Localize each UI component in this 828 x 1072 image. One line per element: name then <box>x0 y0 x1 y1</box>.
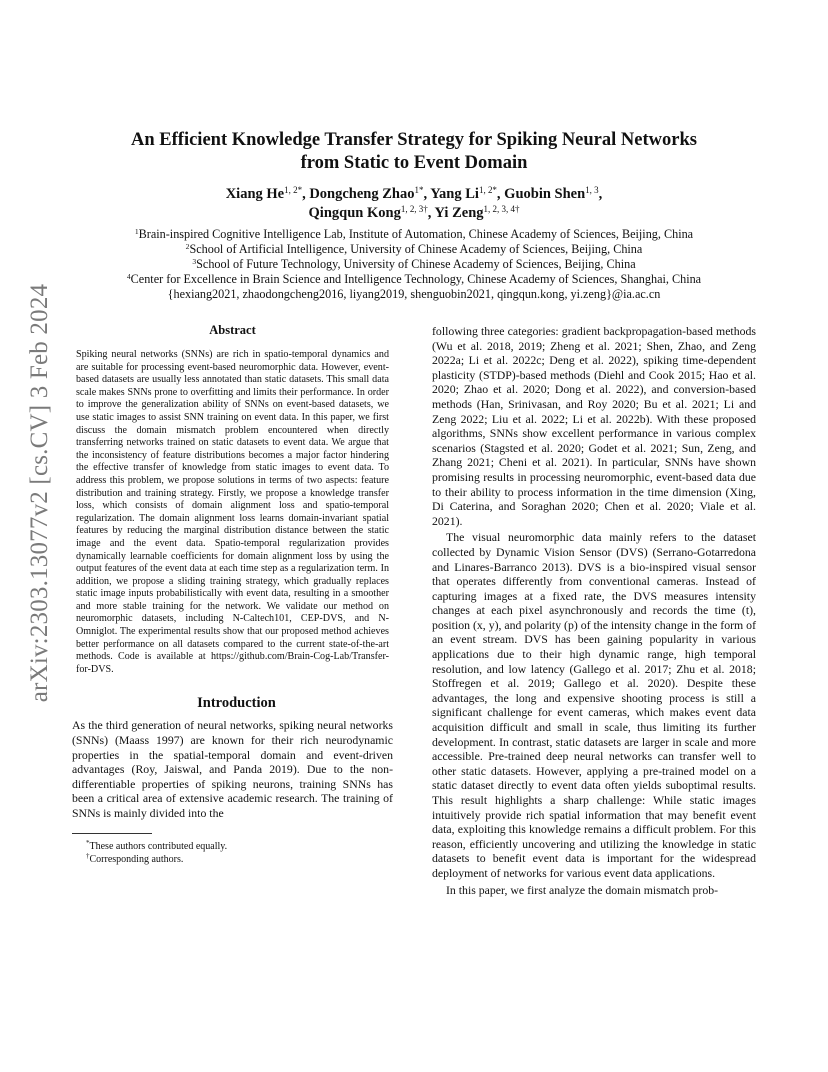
author-affil-marker: 1* <box>414 185 424 196</box>
author-line-2: Qingqun Kong$^{1, 2, 3\dagger}$, Yi Zeng$^{1, 2, 3, 4\dagger}$ <box>308 204 520 221</box>
arxiv-id: arXiv:2303.13077v2 [cs.CV] 3 Feb 2024 <box>26 283 53 702</box>
author-name: Qingqun Kong <box>308 205 401 221</box>
author-line-1: Xiang $He^{1, 2*}$, Dongcheng Zhao$^{1*}$, Yang $Li^{1, 2*}$, Guobin Shen$^{1, 3}$, <box>225 185 603 202</box>
abstract-heading: Abstract <box>209 323 256 337</box>
author-list <box>80 185 748 223</box>
author-name: Yang Li <box>430 186 479 202</box>
author-name: Yi Zeng <box>434 205 484 221</box>
affiliation-line: $^4$Center for Excellence in Brain Science and Intelligence Technology, Chinese Academy of Sciences, Shanghai, China <box>126 272 702 287</box>
body-paragraph-1: following three categories: gradient backpropagation-based methods (Wu et al. 2018, 2019; Zheng et al. 2021; Shen, Zhao, and Zeng 2022a; Li et al. 2022c; Deng et al. 2022), spiking time-dependent plasticity (STDP)-based methods (Diehl and Cook 2015; Hao et al. 2020; Zhao et al. 2020; Dong et al. 2022), and conversion-based methods (Han, Srinivasan, and Roy 2020; Bu et al. 2021; Li and Zeng 2022; Liu et al. 2022; Li et al. 2022b). With these proposed algorithms, SNNs show excellent performance in various complex scenarios (Stagsted et al. 2020; Godet et al. 2021; Sun, Zeng, and Zhang 2021; Cheni et al. 2021). In particular, SNNs have shown promising results in processing neuromorphic, event-based data due to their ability to process information in the time dimension (Xing, Di Caterina, and Soraghan 2020; Chen et al. 2020; Viale et al. 2021). <box>432 324 756 528</box>
title-line-1: An Efficient Knowledge Transfer Strategy for Spiking Neural Networks <box>131 130 697 150</box>
affiliation-line: $^1$Brain-inspired Cognitive Intelligence Lab, Institute of Automation, Chinese Academy of Sciences, Beijing, China <box>134 226 694 241</box>
footnote: †Corresponding authors. <box>86 851 184 865</box>
author-affil-marker: 1, 2* <box>284 185 303 196</box>
arxiv-sidebar-stamp <box>18 283 62 702</box>
footnote-divider <box>72 833 152 834</box>
author-affil-marker: 1, 2* <box>478 185 497 196</box>
right-column <box>432 324 756 897</box>
affiliation-line: $^3$School of Future Technology, University of Chinese Academy of Sciences, Beijing, China <box>192 257 636 272</box>
author-affil-marker: 1, 3 <box>585 185 599 196</box>
author-name: Xiang He <box>225 186 285 202</box>
abstract-text: Spiking neural networks (SNNs) are rich in spatio-temporal dynamics and are suitable for processing event-based neuromorphic data. However, event-based datasets are usually less annotated than static datasets. This small data scale makes SNNs prone to overfitting and limits their performance. In order to improve the generalization ability of SNNs on event-based datasets, we use static images to assist SNN training on event data. In this paper, we first discuss the domain mismatch problem encountered when directly transferring networks trained on static datasets to event data. We argue that the inconsistency of feature distributions becomes a major factor hindering the effective transfer of knowledge from static images to event data. To address this problem, we propose solutions in terms of two aspects: feature distribution and training strategy. Firstly, we propose a knowledge transfer loss, which consists of domain alignment loss and spatio-temporal regularization. The domain alignment loss learns domain-invariant spatial features by reducing the marginal distribution distance between the static image and the event data. Spatio-temporal regularization provides dynamically learnable coefficients for domain alignment loss by using the output features of the event data at each time step as a regularization term. In addition, we propose a sliding training strategy, which gradually replaces static image inputs probabilistically with event data, resulting in a smoother and more stable training for the network. We validate our method on neuromorphic datasets, including N-Caltech101, CEP-DVS, and N-Omniglot. The experimental results show that our proposed method achieves better performance on all datasets compared to the current state-of-the-art methods. Code is available at https://github.com/Brain-Cog-Lab/Transfer-for-DVS. <box>76 349 389 675</box>
footnote: *These authors contributed equally. <box>86 838 228 852</box>
author-name: Guobin Shen <box>504 186 586 202</box>
author-emails: {hexiang2021, zhaodongcheng2016, liyang2019, shenguobin2021, qingqun.kong, yi.zeng}@ia.ac.cn <box>167 287 661 302</box>
body-paragraph-2: The visual neuromorphic data mainly refers to the dataset collected by Dynamic Vision Sensor (DVS) (Serrano-Gotarredona and Linares-Barranco 2013). DVS is a bio-inspired visual sensor that operates differently from conventional cameras. Instead of capturing images at a fixed rate, the DVS measures intensity changes at each pixel asynchronously and records the time (t), position (x, y), and polarity (p) of the intensity change in the form of an event stream. DVS has been gaining popularity in various applications due to their high dynamic range, high temporal resolution, and low latency (Gallego et al. 2017; Zhu et al. 2018; Stoffregen et al. 2019; Gallego et al. 2020). Despite these advantages, the long and expensive shooting process is still a significant challenge for event cameras, which makes event data acquisition difficult and small in scale, thus limiting its further development. In contrast, static datasets are larger in scale and more accessible. Pre-trained deep neural networks can transfer well to other static datasets. However, applying a pre-trained model on a static dataset directly to event data often yields suboptimal results. This result highlights a sharp challenge: While static images intuitively provide rich spatial information that may benefit event data, exploiting this knowledge remains a difficult problem. For this reason, efficiently uncovering and utilizing the knowledge in static datasets to benefit event data is important for the widespread deployment of networks for various event data applications. <box>432 530 757 880</box>
title-line-2: from Static to Event Domain <box>300 153 528 173</box>
author-name: Dongcheng Zhao <box>309 186 415 202</box>
affiliation-line: $^2$School of Artificial Intelligence, University of Chinese Academy of Sciences, Beijing, China <box>185 241 643 257</box>
author-affil-marker: 1, 2, 3† <box>400 204 428 215</box>
introduction-text: As the third generation of neural networks, spiking neural networks (SNNs) (Maass 1997) are known for their rich neurodynamic properties in the spatial-temporal domain and event-driven advantages (Roy, Jaiswal, and Panda 2019). Due to the non-differentiable properties of spiking neurons, training SNNs has been a critical area of extensive academic research. The training of SNNs is mainly divided into the <box>72 718 393 820</box>
author-affil-marker: 1, 2, 3, 4† <box>483 204 520 215</box>
paper-title <box>80 129 748 175</box>
introduction-heading: Introduction <box>197 695 276 712</box>
left-column <box>72 323 393 866</box>
affiliations <box>70 227 758 302</box>
body-paragraph-3: In this paper, we first analyze the domain mismatch prob- <box>446 882 719 897</box>
